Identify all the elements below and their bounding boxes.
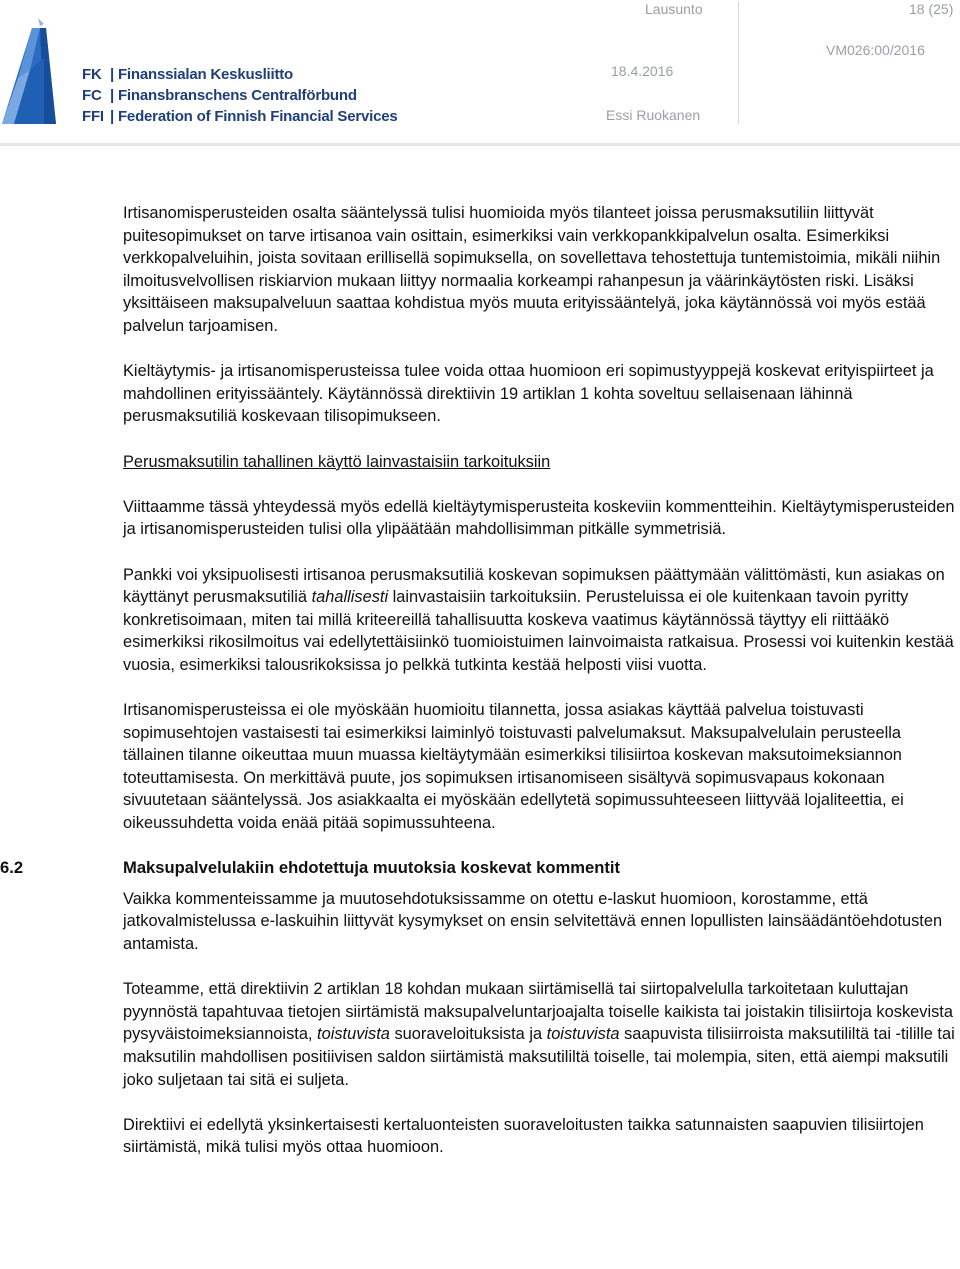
page-header xyxy=(0,0,960,150)
fk-logo-icon xyxy=(0,18,60,128)
section-heading xyxy=(0,857,959,880)
section-title: Maksupalvelulakiin ehdotettuja muutoksia koskevat kommentit xyxy=(123,858,621,878)
paragraph: Irtisanomisperusteissa ei ole myöskään huomioitu tilannetta, jossa asiakas käyttää palvelua toistuvasti sopimusehtojen vastaisesti tai esimerkiksi laiminlyö toistuvasti palvelumaksut. Maksupalvelulain perusteella tällainen tilanne oikeuttaa muun muassa kieltäytymään esimerkiksi tilisiirtoa koskevan maksutoimeksiannon toteuttamisesta. On merkittävä puute, jos sopimuksen irtisanomiseen sisältyvä sopimusvapaus kokonaan sivuutetaan sääntelyssä. Jos asiakkaalta ei myöskään edellytetä sopimussuhteeseen liittyvää lojaliteettia, ei oikeussuhdetta voida enää pitää sopimussuhteena. xyxy=(123,701,904,833)
document-body xyxy=(0,202,959,1182)
paragraph: Viittaamme tässä yhteydessä myös edellä kieltäytymisperusteita koskeviin kommentteihin. Kieltäytymisperusteiden ja irtisanomisperusteiden tulisi olla ylipäätään mahdollisimman pitkälle symmetrisiä. xyxy=(123,497,955,539)
doc-author: Essi Ruokanen xyxy=(606,107,701,123)
header-separator xyxy=(738,2,739,124)
subheading: Perusmaksutilin tahallinen käyttö lainvastaisiin tarkoituksiin xyxy=(123,452,551,471)
paragraph: Vaikka kommenteissamme ja muutosehdotuksissamme on otettu e-laskut huomioon, korostamme, että jatkovalmistelussa e-laskuihin liittyvät kysymykset on ensin selvitettävä ennen lopullisten lainsäädäntöehdotusten antamista. xyxy=(123,889,943,953)
page-number: 18 (25) xyxy=(909,1,954,17)
paragraph: Irtisanomisperusteiden osalta sääntelyssä tulisi huomioida myös tilanteet joissa perusmaksutiliin liittyvät puitesopimukset on tarve irtisanoa vain osittain, esimerkiksi vain verkkopankkipalvelun osalta. Esimerkiksi verkkopalveluihin, joista sovitaan erillisellä sopimuksella, on sovellettava tehostettuja tuntemistoimia, mikäli niihin ilmoitusvelvollisen riskiarvion mukaan liittyy normaalia korkeampi rahanpesun ja väärinkäytösten riski. Lisäksi yksittäiseen maksupalveluun saattaa kohdistua myös muuta erityissääntelyä, joka käytännössä voi myös estää palvelun tarjoamisen. xyxy=(123,204,941,335)
org-name-ffi: FFI | Federation of Finnish Financial Services xyxy=(82,108,398,125)
doc-reference: VM026:00/2016 xyxy=(826,42,925,58)
section-number: 6.2 xyxy=(0,858,24,878)
header-rule xyxy=(0,143,960,146)
paragraph: Direktiivi ei edellytä yksinkertaisesti kertaluonteisten suoraveloitusten taikka satunnaisten saapuvien tilisiirtojen siirtämistä, mikä tulisi myös ottaa huomioon. xyxy=(123,1115,924,1157)
paragraph: Toteamme, että direktiivin 2 artiklan 18 kohdan mukaan siirtämisellä tai siirtopalvelulla tarkoitetaan kuluttajan pyynnöstä tapahtuvaa tietojen siirtämistä maksupalveluntarjoajalta toiselle kaikista tai joistakin tilisiirtoja koskevista pysyväistoimeksiannoista, toistuvista suoraveloituksista ja toistuvista saapuvista tilisiirroista maksutililtä tai -tilille tai maksutilin mahdollisen positiivisen saldon siirtämistä maksutililtä toiselle, tai molempia, siten, että aiempi maksutili joko suljetaan tai sitä ei suljeta. xyxy=(123,980,955,1089)
doc-date: 18.4.2016 xyxy=(611,63,674,79)
org-name-fk: FK | Finanssialan Keskusliitto xyxy=(82,66,294,83)
doc-type: Lausunto xyxy=(645,1,703,17)
paragraph: Kieltäytymis- ja irtisanomisperusteissa tulee voida ottaa huomioon eri sopimustyyppejä koskevat erityispiirteet ja mahdollinen erityissääntely. Käytännössä direktiivin 19 artiklan 1 kohta soveltuu sellaisenaan lähinnä perusmaksutiliä koskevaan tilisopimukseen. xyxy=(123,362,934,426)
paragraph: Pankki voi yksipuolisesti irtisanoa perusmaksutiliä koskevan sopimuksen päättymään välittömästi, kun asiakas on käyttänyt perusmaksutiliä tahallisesti lainvastaisiin tarkoituksiin. Perusteluissa ei ole kuitenkaan tavoin pyritty konkretisoimaan, miten tai millä kriteereillä tahallisuutta koskeva vaatimus käytännössä täyttyy eli riittääkö esimerkiksi rikosilmoitus vai edellytettäisiinkö tuomioistuimen lainvoimaista ratkaisua. Prosessi voi kuitenkin kestää vuosia, esimerkiksi talousrikoksissa jo pelkkä tutkinta kestää helposti viisi vuotta. xyxy=(123,565,954,674)
org-name-fc: FC | Finansbranschens Centralförbund xyxy=(82,87,357,104)
